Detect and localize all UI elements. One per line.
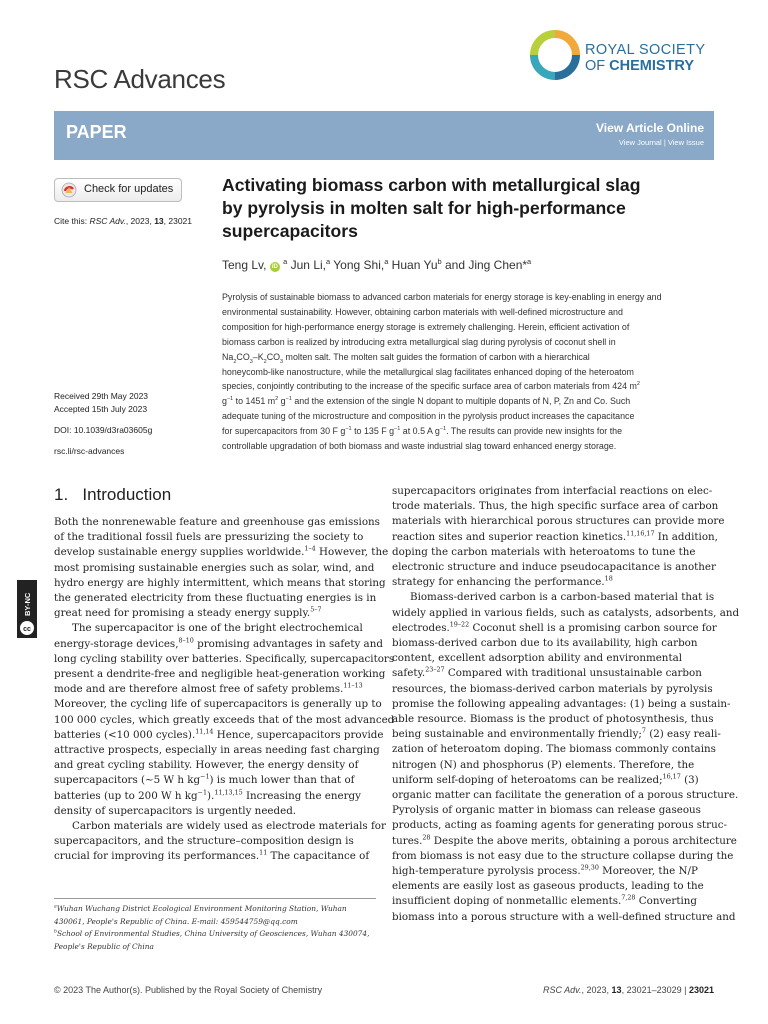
article-type-label: PAPER	[66, 122, 127, 142]
text-line: the generated electricity from these fluctuating energies is in	[54, 592, 377, 605]
text-line: Carbon materials are widely used as electrode materials for	[72, 820, 386, 833]
text-line: great need for promising a steady energy supply.$^{5-7}$	[54, 605, 322, 620]
text-line: attractive prospects, especially in areas needing fast charging	[54, 744, 380, 757]
check-for-updates-button[interactable]	[54, 178, 182, 202]
text-line: Pyrolysis of sustainable biomass to advanced carbon materials for energy storage is key-enabling in energy and	[222, 292, 662, 302]
text-line: zation of heteroatom doping. The biomass commonly contains	[392, 743, 716, 756]
text-line: $Na_2CO_3-K_2CO_3$ molten salt. The molten salt guides the formation of carbon with a hierarchical	[222, 351, 590, 365]
affiliation-footnotes	[54, 903, 376, 953]
text-line: biomass-derived carbon due to its availability, high carbon	[392, 637, 698, 650]
update-check-icon	[61, 182, 77, 198]
rsc-logo[interactable]	[530, 30, 720, 80]
footnote-divider	[54, 898, 376, 899]
license-text: BY-NC	[23, 592, 32, 616]
text-line: develop sustainable energy supplies worldwide.$^{1-4}$ However, the	[54, 544, 389, 559]
text-line: supercapacitors, and the structure–composition design is	[54, 835, 354, 848]
text-line: $^b$School of Environmental Studies, China University of Geosciences, Wuhan 430074,	[54, 929, 370, 939]
text-line: being sustainable and environmentally friendly;$^7$ (2) easy reali-	[392, 726, 721, 741]
logo-line1: ROYAL SOCIETY	[585, 42, 706, 58]
text-line: adequate tuning of the microstructure and composition in the pyrolysis product increases the capacitance	[222, 411, 635, 422]
text-line: species, conjointly contributing to the increase of the specific surface area of carbon materials from 424 $m^2$	[222, 381, 640, 392]
text-line: reaction sites and superior reaction kinetics.$^{11,16,17}$ In addition,	[392, 529, 718, 543]
text-line: organic matter can facilitate the generation of a porous structure.	[392, 789, 739, 802]
page-number: 23021	[688, 985, 714, 995]
text-line: 100 000 cycles, which greatly exceeds that of the most advanced	[54, 713, 395, 726]
svg-text:cc: cc	[23, 626, 31, 633]
text-line: widely applied in various fields, such as catalysts, adsorbents, and	[392, 606, 740, 619]
text-line: Both the nonrenewable feature and greenhouse gas emissions	[54, 516, 380, 528]
journal-name[interactable]: RSC Advances	[54, 64, 226, 94]
text-line: energy-storage devices,$^{8-10}$ promising advantages in safety and	[54, 636, 383, 650]
text-line: Biomass-derived carbon is a carbon-based material that is	[410, 591, 715, 604]
cite-this: Cite this: RSC Adv., 2023, 13, 23021	[54, 216, 193, 226]
text-line: honeycomb-like nanostructure, while the metallurgical slag facilitates enhanced doping of the heteroatom	[222, 366, 634, 377]
journal-url-link[interactable]: rsc.li/rsc-advances	[54, 446, 125, 456]
text-line: tures.$^{28}$ Despite the above merits, obtaining a porous architecture	[392, 833, 737, 847]
abstract	[222, 290, 714, 454]
text-line: long cycling stability over batteries. Specifically, supercapacitors	[54, 652, 395, 665]
text-line: materials with hierarchical porous structures can provide more	[392, 515, 725, 528]
text-line: batteries (up to 200 W h $kg^{-1}).^{11,13,15}$ Increasing the energy	[54, 788, 361, 802]
text-line: products, acting as foaming agents for generating porous struc-	[392, 819, 727, 832]
text-line: $^a$Wuhan Wuchang District Ecological Environment Monitoring Station, Wuhan	[54, 904, 347, 913]
text-line: Moreover, the cycling life of supercapacitors is generally up to	[54, 698, 382, 711]
text-line: trode materials. Thus, the high specific surface area of carbon	[392, 500, 719, 513]
text-line: environmental sustainability. However, obtaining carbon materials with well-defined microstructure and	[222, 306, 623, 317]
text-line: strategy for enhancing the performance.$^{18}$	[392, 574, 613, 589]
body-column-right	[392, 484, 740, 925]
page-citation: RSC Adv., 2023, 13, 23021–23029 | 23021	[543, 985, 714, 995]
text-line: People's Republic of China	[54, 941, 154, 951]
text-line: from biomass is not easy due to the structure collapse during the	[392, 849, 734, 862]
text-line: composition for high-performance energy storage is extremely challenging. Herein, efficient activation of	[222, 321, 630, 332]
text-line: elements are easily lost as gaseous products, leading to the	[392, 880, 704, 893]
view-links: View Journal | View Issue	[618, 138, 704, 147]
text-line: hydro energy are highly intermittent, which means that storing	[54, 576, 386, 589]
text-line: controllable upgradation of both biomass and waste industrial slag toward enhanced energy storage.	[222, 441, 617, 452]
text-line: able resource. Biomass is the product of photosynthesis, thus	[392, 713, 714, 726]
text-line: The supercapacitor is one of the bright electrochemical	[72, 622, 363, 635]
text-line: batteries (<10 000 cycles).$^{11,14}$ Hence, supercapacitors provide	[54, 727, 384, 741]
text-line: safety.$^{23-27}$ Compared with traditional unsustainable carbon	[392, 666, 702, 680]
text-line: crucial for improving its performances.$^{11}$ The capacitance of	[54, 849, 370, 863]
text-line: density of supercapacitors is urgently needed.	[54, 804, 297, 817]
text-line: of the traditional fossil fuels are pressurizing the society to	[54, 531, 364, 544]
doi-link[interactable]: DOI: 10.1039/d3ra03605g	[54, 425, 153, 435]
cc-license-badge[interactable]	[17, 580, 37, 638]
received-date: Received 29th May 2023	[54, 391, 149, 401]
text-line: doping the carbon materials with heteroatoms to tune the	[392, 545, 696, 558]
article-title	[222, 174, 722, 243]
title-line: supercapacitors	[222, 221, 358, 241]
text-line: 430061, People's Republic of China. E-mail: 459544759@qq.com	[54, 916, 298, 926]
text-line: insufficient doping of nonmetallic elements.$^{7,28}$ Converting	[392, 894, 697, 908]
text-line: Pyrolysis of organic matter in biomass can release gaseous	[392, 804, 701, 817]
title-line: Activating biomass carbon with metallurgical slag	[222, 175, 641, 195]
text-line: electrodes.$^{19-22}$ Coconut shell is a promising carbon source for	[392, 620, 717, 634]
text-line: uniform self-doping of heteroatoms can be realized;$^{16,17}$ (3)	[392, 772, 699, 786]
article-type-banner	[54, 111, 714, 160]
text-line: content, excellent adsorption ability and environmental	[392, 652, 683, 665]
text-line: and great cycling stability. However, the energy density of	[54, 759, 359, 772]
text-line: nitrogen (N) and phosphorus (P) elements. Therefore, the	[392, 758, 695, 771]
text-line: most promising sustainable energies such as solar, wind, and	[54, 561, 375, 574]
view-journal-link[interactable]: View Journal	[618, 138, 662, 147]
text-line: present a dendrite-free and negligible heat-generation working	[54, 668, 386, 681]
text-line: biomass carbon is realized by introducing extra metallurgical slag during pyrolysis of coconut shell in	[222, 336, 616, 347]
view-issue-link[interactable]: View Issue	[667, 138, 704, 147]
text-line: promise the following appealing advantages: (1) being a sustain-	[392, 697, 731, 710]
text-line: biomass into a porous structure with a well-defined structure and	[392, 910, 736, 923]
author-list: Teng Lv, iD $^a$ Jun Li,$^a$ Yong Shi,$^a$ Huan Yu$^b$ and Jing Chen*$^a$	[222, 257, 532, 272]
text-line: for supercapacitors from 30 F $g^{-1}$ to 135 F $g^{-1}$ at 0.5 A $g^{-1}$. The results can provide new insights for the	[222, 426, 623, 437]
text-line: $g^{-1}$ to 1451 $m^2$ $g^{-1}$ and the extension of the single N dopant to multiple dopants of N, P, Zn and Co. Such	[222, 396, 631, 407]
copyright-notice: © 2023 The Author(s). Published by the Royal Society of Chemistry	[54, 985, 323, 995]
text-line: electronic structure and induce pseudocapacitance is another	[392, 561, 716, 574]
text-line: supercapacitors originates from interfacial reactions on elec-	[392, 485, 713, 497]
text-line: supercapacitors (∼5 W h $kg^{-1}$) is much lower than that of	[54, 773, 355, 787]
section-heading-introduction: 1. Introduction	[54, 485, 172, 504]
view-article-online-link[interactable]: View Article Online	[595, 121, 704, 135]
rsc-logo-ring-icon	[530, 30, 580, 80]
text-line: resources, the biomass-derived carbon materials by pyrolysis	[392, 682, 713, 695]
orcid-icon[interactable]: iD	[271, 264, 278, 270]
title-line: by pyrolysis in molten salt for high-performance	[222, 198, 626, 218]
text-line: mode and are therefore almost free of safety problems.$^{11-13}$	[54, 681, 363, 696]
logo-line2: OF CHEMISTRY	[585, 58, 695, 74]
body-column-left	[54, 515, 395, 865]
check-updates-label: Check for updates	[84, 183, 174, 195]
accepted-date: Accepted 15th July 2023	[54, 404, 148, 414]
text-line: high-temperature pyrolysis process.$^{29,30}$ Moreover, the N/P	[392, 863, 698, 878]
